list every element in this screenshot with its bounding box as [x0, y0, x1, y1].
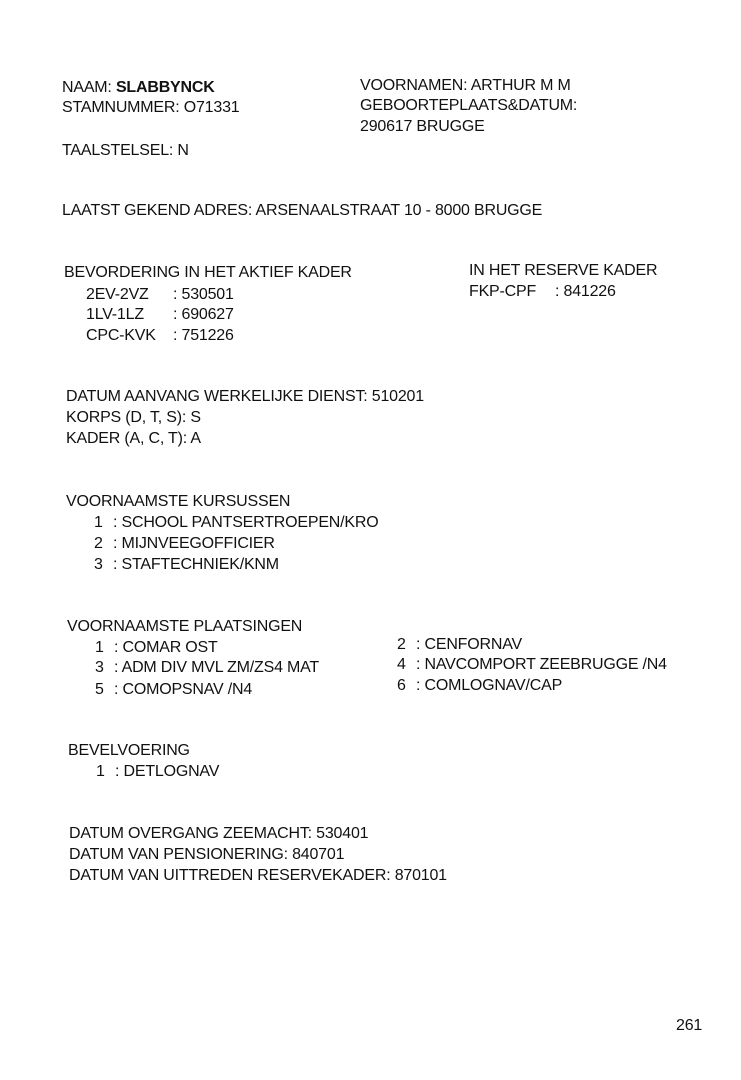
plaatsing-text: : NAVCOMPORT ZEEBRUGGE /N4	[416, 656, 667, 673]
bevordering-date: : 530501	[173, 286, 234, 303]
kursussen-heading: VOORNAAMSTE KURSUSSEN	[66, 493, 291, 510]
plaatsing-text: : COMLOGNAV/CAP	[416, 677, 563, 694]
plaatsing-num: 6	[397, 677, 406, 694]
kursus-num: 2	[94, 535, 103, 552]
kursus-text: : SCHOOL PANTSERTROEPEN/KRO	[113, 514, 379, 531]
bevordering-heading: BEVORDERING IN HET AKTIEF KADER	[64, 264, 352, 281]
geboorte-value: 290617 BRUGGE	[360, 118, 485, 135]
bevelvoering-text: : DETLOGNAV	[115, 763, 220, 780]
kader: KADER (A, C, T): A	[66, 430, 201, 447]
bevordering-rank: CPC-KVK	[86, 327, 156, 344]
naam-line	[62, 80, 215, 96]
page-number: 261	[676, 1017, 703, 1034]
stamnummer: STAMNUMMER: O71331	[62, 99, 240, 116]
kursus-text: : STAFTECHNIEK/KNM	[113, 556, 279, 573]
plaatsing-num: 5	[95, 681, 104, 698]
plaatsing-num: 2	[397, 636, 406, 653]
plaatsing-num: 3	[95, 659, 104, 676]
plaatsing-text: : ADM DIV MVL ZM/ZS4 MAT	[114, 659, 319, 676]
dienst-aanvang: DATUM AANVANG WERKELIJKE DIENST: 510201	[66, 388, 424, 405]
plaatsing-text: : COMAR OST	[114, 639, 218, 656]
plaatsing-text: : CENFORNAV	[416, 636, 522, 653]
adres: LAATST GEKEND ADRES: ARSENAALSTRAAT 10 - 8000 BRUGGE	[62, 202, 543, 219]
overgang-zeemacht: DATUM OVERGANG ZEEMACHT: 530401	[69, 825, 369, 842]
reserve-rank: FKP-CPF	[469, 283, 537, 300]
geboorte-label: GEBOORTEPLAATS&DATUM:	[360, 97, 578, 114]
taalstelsel: TAALSTELSEL: N	[62, 142, 189, 159]
plaatsing-num: 4	[397, 656, 406, 673]
naam-label: NAAM:	[62, 79, 112, 96]
korps: KORPS (D, T, S): S	[66, 409, 201, 426]
bevelvoering-num: 1	[96, 763, 105, 780]
kursus-text: : MIJNVEEGOFFICIER	[113, 535, 275, 552]
reserve-heading: IN HET RESERVE KADER	[469, 262, 658, 279]
bevordering-rank: 2EV-2VZ	[86, 286, 149, 303]
plaatsing-num: 1	[95, 639, 104, 656]
pensionering: DATUM VAN PENSIONERING: 840701	[69, 846, 345, 863]
kursus-num: 1	[94, 514, 103, 531]
naam-value: SLABBYNCK	[115, 79, 215, 96]
plaatsingen-heading: VOORNAAMSTE PLAATSINGEN	[67, 618, 303, 635]
reserve-date: : 841226	[555, 283, 616, 300]
plaatsing-text: : COMOPSNAV /N4	[114, 681, 253, 698]
bevordering-date: : 690627	[173, 306, 234, 323]
bevelvoering-heading: BEVELVOERING	[68, 742, 190, 759]
kursus-num: 3	[94, 556, 103, 573]
bevordering-rank: 1LV-1LZ	[86, 306, 144, 323]
uittreden-reservekader: DATUM VAN UITTREDEN RESERVEKADER: 870101	[69, 867, 447, 884]
voornamen: VOORNAMEN: ARTHUR M M	[360, 77, 571, 94]
bevordering-date: : 751226	[173, 327, 234, 344]
